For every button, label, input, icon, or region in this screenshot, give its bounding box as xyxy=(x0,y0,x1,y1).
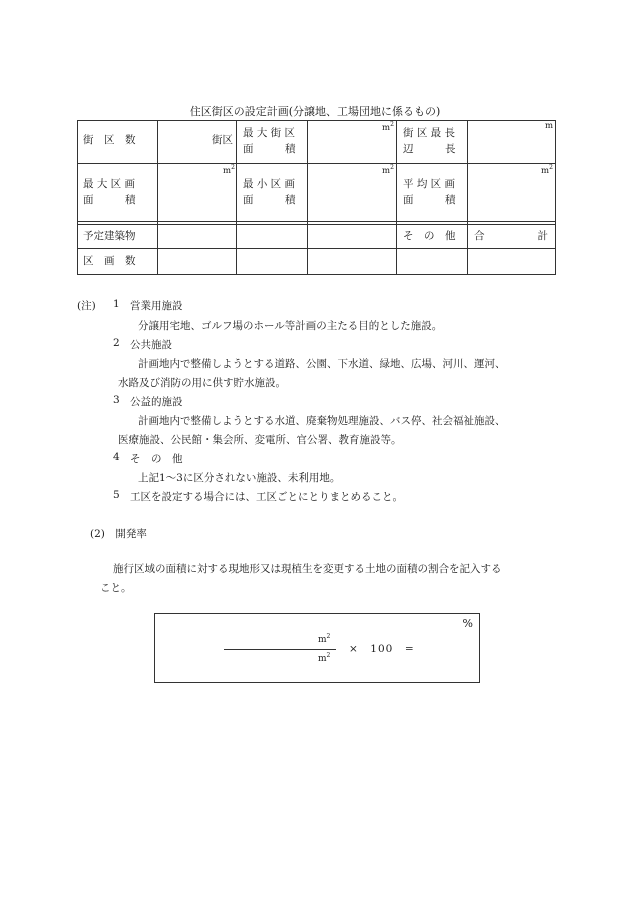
label-line: 最 小 区 画 xyxy=(243,178,296,190)
numerator-unit xyxy=(318,633,330,645)
unit-meter: m xyxy=(545,121,554,131)
unit-sup: 2 xyxy=(326,652,331,659)
unit-text: m xyxy=(541,165,550,176)
total-char: 合 xyxy=(474,230,485,242)
note-title: そ の 他 xyxy=(130,453,183,465)
denominator-unit xyxy=(318,652,330,664)
cell-max-block-area-label xyxy=(243,125,303,157)
table-rule xyxy=(77,224,556,225)
table-rule xyxy=(555,120,556,275)
section-heading: (2) 開発率 xyxy=(90,528,147,540)
cell-lot-count-label: 区 画 数 xyxy=(83,255,136,267)
table-rule xyxy=(467,120,468,275)
note-text: 水路及び消防の用に供す貯水施設。 xyxy=(118,377,286,389)
unit-square-meter xyxy=(382,121,394,133)
label-line: 平 均 区 画 xyxy=(403,178,456,190)
note-text: 分譲用宅地、ゴルフ場のホール等計画の主たる目的とした施設。 xyxy=(138,320,443,332)
formula-expression: × 100 = xyxy=(349,643,415,655)
cell-total-label xyxy=(474,228,548,244)
note-text: 上記1〜3に区分されない施設、未利用地。 xyxy=(138,472,341,484)
note-title: 工区を設定する場合には、工区ごとにとりまとめること。 xyxy=(130,491,403,503)
unit-sup: 2 xyxy=(549,164,553,171)
label-line: 面 積 xyxy=(403,194,456,206)
label-line: 辺 長 xyxy=(403,143,456,155)
unit-square-meter xyxy=(223,164,235,176)
note-number: 4 xyxy=(113,451,120,463)
note-number: 2 xyxy=(113,337,120,349)
label-line: 面 積 xyxy=(243,194,296,206)
total-char: 計 xyxy=(537,230,548,242)
block-plan-table xyxy=(77,120,556,275)
fraction-line xyxy=(224,649,336,650)
table-rule xyxy=(77,163,556,164)
table-rule xyxy=(236,120,237,275)
cell-other-label: そ の 他 xyxy=(403,230,456,242)
unit-sup: 2 xyxy=(390,164,394,171)
unit-sup: 2 xyxy=(231,164,235,171)
note-text: 計画地内で整備しようとする道路、公園、下水道、緑地、広場、河川、運河、 xyxy=(138,358,506,370)
unit-text: m xyxy=(318,635,327,645)
cell-max-side-length-label xyxy=(403,125,463,157)
note-number: 5 xyxy=(113,489,120,501)
unit-sup: 2 xyxy=(326,633,331,640)
note-text: 計画地内で整備しようとする水道、廃棄物処理施設、バス停、社会福祉施設、 xyxy=(138,415,506,427)
unit-text: m xyxy=(223,165,232,176)
cell-max-lot-area-label xyxy=(83,176,153,208)
table-rule xyxy=(77,221,556,222)
unit-text: m xyxy=(382,165,391,176)
cell-block-unit: 街区 xyxy=(212,134,233,146)
note-title: 公益的施設 xyxy=(130,396,183,408)
note-title: 営業用施設 xyxy=(130,300,183,312)
table-rule xyxy=(307,120,308,275)
note-title: 公共施設 xyxy=(130,339,172,351)
label-line: 最 大 区 画 xyxy=(83,178,136,190)
unit-square-meter xyxy=(541,164,553,176)
development-ratio-formula-box xyxy=(154,613,480,683)
unit-square-meter xyxy=(382,164,394,176)
percent-unit: % xyxy=(462,617,473,630)
label-line: 最 大 街 区 xyxy=(243,127,296,139)
note-text: 医療施設、公民館・集会所、変電所、官公署、教育施設等。 xyxy=(118,434,402,446)
table-rule xyxy=(77,248,556,249)
table-rule xyxy=(77,274,556,275)
cell-block-count-label: 街 区 数 xyxy=(83,134,136,146)
note-number: 3 xyxy=(113,394,120,406)
cell-planned-buildings-label: 予定建築物 xyxy=(83,230,136,242)
table-rule xyxy=(77,120,556,121)
section-body: 施行区域の面積に対する現地形又は現植生を変更する土地の面積の割合を記入する xyxy=(113,563,502,575)
label-line: 街 区 最 長 xyxy=(403,127,456,139)
label-line: 面 積 xyxy=(243,143,296,155)
unit-text: m xyxy=(318,654,327,664)
notes-label: (注) xyxy=(77,300,96,312)
table-rule xyxy=(396,120,397,275)
section-body: こと。 xyxy=(100,582,132,594)
cell-avg-lot-area-label xyxy=(403,176,463,208)
unit-text: m xyxy=(382,122,391,133)
note-number: 1 xyxy=(113,298,120,310)
cell-min-lot-area-label xyxy=(243,176,303,208)
table-rule xyxy=(77,120,78,275)
table-title: 住区街区の設定計画(分譲地、工場団地に係るもの) xyxy=(189,105,441,118)
unit-sup: 2 xyxy=(390,121,394,128)
label-line: 面 積 xyxy=(83,194,136,206)
